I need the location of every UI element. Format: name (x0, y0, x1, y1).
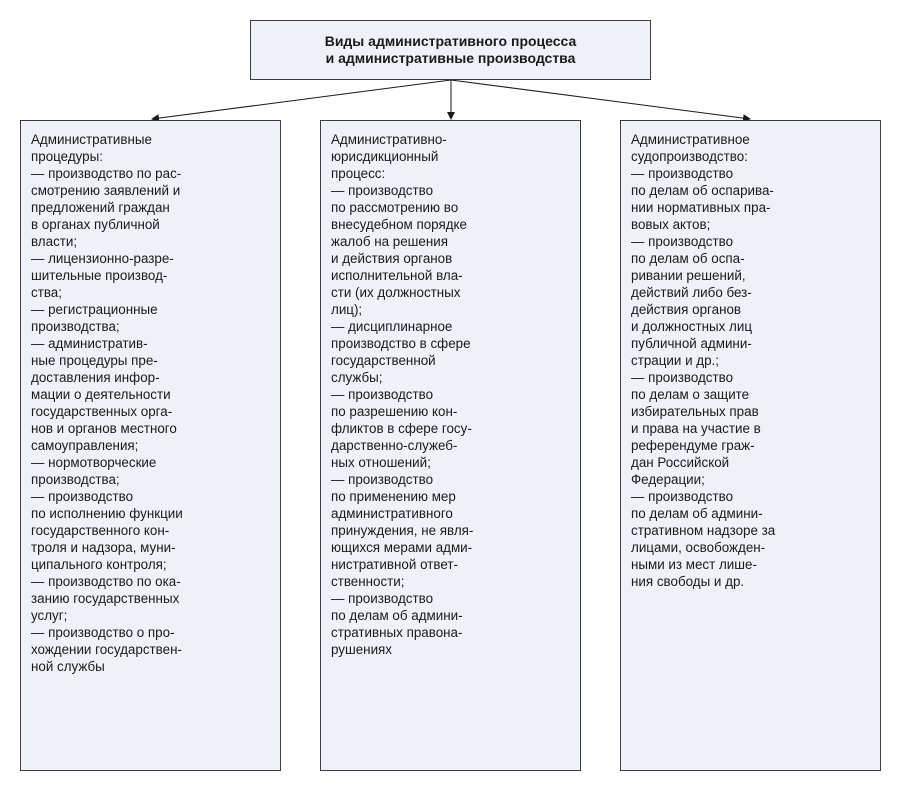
root-node (250, 20, 651, 80)
node-administrative-jurisdictional-process: Административно- юрисдикционный процесс: — производство по рассмотрению во внесудебном порядке жалоб на решения и действия органов исполнительной вла- сти (их должностных лиц); — дисциплинарное производство в сфере государственной службы; — производство по разрешению кон- фликтов в сфере госу- дарственно-служеб- ных отношений; — производство по применению мер административного принуждения, не явля- ющихся мерами адми- нистративной ответ- ственности; — производство по делам об админи- стративных правона- рушениях (320, 120, 581, 771)
root-title-line-1: Виды административного процесса (324, 33, 577, 49)
arrow-to-judicial (451, 80, 750, 119)
root-title-line-2: и административные производства (325, 50, 576, 66)
node-administrative-judicial-proceedings: Административное судопроизводство: — производство по делам об оспарива- нии нормативных пра- вовых актов; — производство по делам об оспа- ривании решений, действий либо без- действия органов и должностных лиц публичной админи- страции и др.; — производство по делам о защите избирательных прав и права на участие в референдуме граж- дан Российской Федерации; — производство по делам об админи- стративном надзоре за лицами, освобожден- ными из мест лише- ния свободы и др. (620, 120, 881, 771)
node-administrative-procedures: Административные процедуры: — производство по рас- смотрению заявлений и предложений граждан в органах публичной власти; — лицензионно-разре- шительные производ- ства; — регистрационные производства; — административ- ные процедуры пре- доставления инфор- мации о деятельности государственных орга- нов и органов местного самоуправления; — нормотворческие производства; — производство по исполнению функции государственного кон- троля и надзора, муни- ципального контроля; — производство по ока- занию государственных услуг; — производство о про- хождении государствен- ной службы (20, 120, 281, 771)
arrow-to-procedures (152, 80, 451, 119)
